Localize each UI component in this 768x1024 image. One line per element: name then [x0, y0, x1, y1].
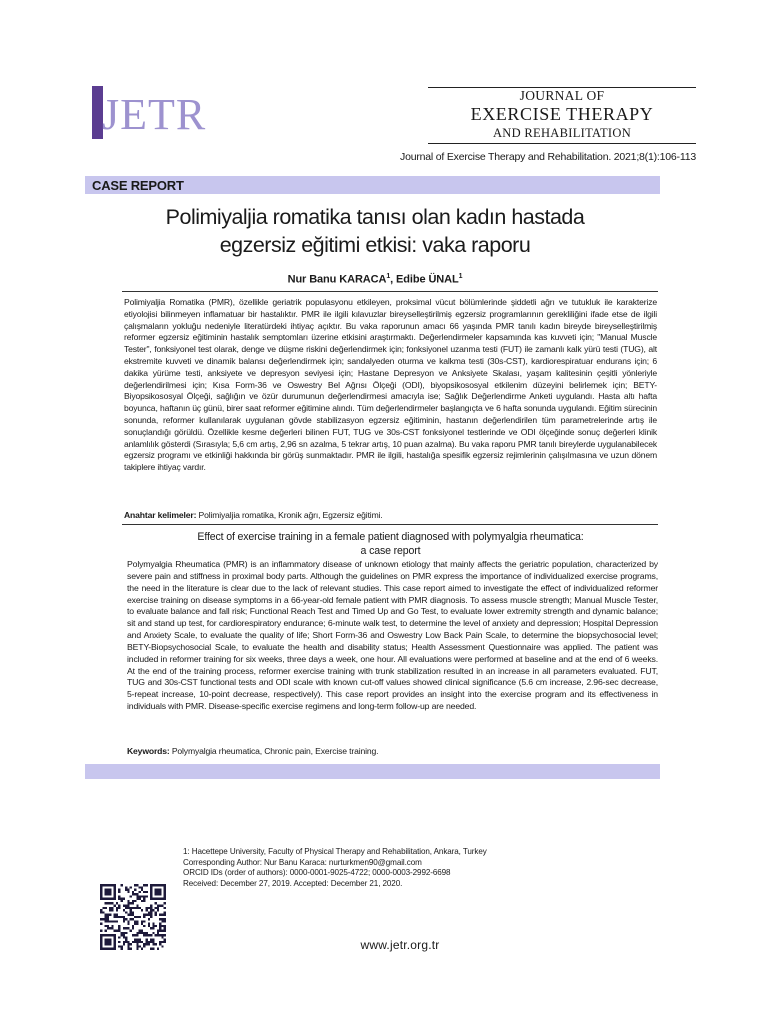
title-tr-line2: egzersiz eğitimi etkisi: vaka raporu	[219, 233, 531, 257]
author-list	[120, 273, 630, 286]
section-band-bottom	[85, 764, 660, 779]
received-accepted-dates: Received: December 27, 2019. Accepted: December 21, 2020.	[183, 878, 403, 888]
journal-name-line3: AND REHABILITATION	[492, 126, 632, 140]
keywords-tr-label: Anahtar kelimeler:	[124, 510, 197, 520]
author-separator: ,	[390, 273, 397, 286]
keywords-en	[127, 746, 378, 756]
jetr-logo-mark	[88, 84, 233, 142]
keywords-en-label: Keywords:	[127, 746, 170, 756]
affiliation-note: 1: Hacettepe University, Faculty of Physical Therapy and Rehabilitation, Ankara, Turkey	[183, 847, 487, 856]
article-title-tr	[95, 203, 655, 259]
author-name: Edibe ÜNAL	[396, 273, 459, 286]
footnotes	[183, 847, 583, 889]
article-title-en	[124, 530, 657, 558]
citation-line: Journal of Exercise Therapy and Rehabilitation. 2021;8(1):106-113	[400, 151, 696, 163]
qr-code-icon[interactable]	[98, 884, 168, 950]
affiliation-mark: 1	[458, 273, 463, 280]
orcid-ids: ORCID IDs (order of authors): 0000-0001-9025-4722; 0000-0003-2992-6698	[183, 868, 451, 878]
keywords-en-text: Polymyalgia rheumatica, Chronic pain, Exercise training.	[169, 746, 379, 756]
abstract-rule	[122, 291, 658, 292]
section-label: CASE REPORT	[92, 178, 184, 193]
keywords-tr-text: Polimiyaljia romatika, Kronik ağrı, Egzersiz eğitimi.	[196, 510, 383, 520]
journal-website[interactable]: www.jetr.org.tr	[360, 938, 440, 952]
qr-code-graphic	[98, 884, 168, 950]
masthead-rule-bottom	[428, 143, 696, 144]
journal-logo	[88, 84, 233, 142]
affiliation-mark: 1	[386, 273, 391, 280]
journal-name-line2: EXERCISE THERAPY	[470, 104, 654, 124]
title-tr-line1: Polimiyaljia romatika tanısı olan kadın hastada	[165, 205, 585, 229]
abstract-tr: Polimiyaljia Romatika (PMR), özellikle geriatrik populasyonu etkileyen, proksimal vücut bölümlerinde şiddetli ağrı ve tutukluk ile karakterize etiyolojisi bilinmeyen inflamatuar bir hastalıktır. PMR ile ilgili kılavuzlar bireyselleştirilmiş egzersiz programlarının gerekliliğini ifade etse de ilgili çalışmaların yokluğu nedeniyle literatürdeki ihtiyaç açıktır. Bu vaka raporunun amacı 66 yaşında PMR tanılı kadın bireyde bireyselleştirilmiş reformer egzersiz eğitiminin hastalık semptomları üzerine etkisini araştırmaktı. Değerlendirmeler kapsamında kas kuvveti için; "Manual Muscle Tester", fonksiyonel test olarak, denge ve düşme riskini değerlendirmek için; fonksiyonel uzanma testi (FUT) ile zamanlı kalk yürü testi (TUG), alt ekstremite kuvveti ve dinamik balansı değerlendirmek için; sandalyeden oturma ve kalkma testi (30s-CST), kardiorespiratuar endurans için; 6 dakika yürüme testi, anksiyete ve depresyon seviyesi için; Hastane Depresyon ve Anksiyete Skalası, yaşam kalitesinin çeşitli yönleriyle değerlendirilmesi için; Kısa Form-36 ve Oswestry Bel Ağrısı Ölçeği (ODI), biyopsikososyal etkilenim düzeyini belirlemek için; BETY-Biyopsikososyal Ölçeği, sağlığın ve özür durumunun değerlendirmesi amacıyla ise; Sağlık Değerlendirme Anketi uygulandı. Hasta altı hafta boyunca, haftanın üç günü, birer saat reformer eğitimine alındı. Tüm değerlendirmeler başlangıçta ve 6 hafta sonunda uygulandı. Eğitim sürecinin sonunda, reformer kullanılarak uygulanan gövde stabilizasyon egzersiz eğitiminin, hastanın değerlendirilen tüm parametrelerinde artış ile sonuçlandığı görüldü. Özellikle kesme değerleri bilinen FUT, TUG ve 30s-CST fonksiyonel testlerinde ve ODI ölçeğinde sonuç değerleri klinik anlamlılık gösterdi (Sırasıyla; 5,6 cm artış, 2,96 sn azalma, 5 tekrar artış, 10 puan azalma). Bu vaka raporu PMR tanılı bireylerde uygulanabilecek egzersiz programı ve etkinliği hakkında bir görüş sunmaktadır. PMR ile ilgili, hastalığa spesifik egzersiz rejimlerinin çalışılmasına ve uzun dönem takiplere ihtiyaç vardır.	[124, 297, 657, 473]
title-en-line2: a case report	[360, 545, 421, 557]
title-en-line1: Effect of exercise training in a female patient diagnosed with polymyalgia rheumatica:	[197, 531, 584, 543]
svg-text:JETR: JETR	[102, 90, 207, 139]
keywords-tr	[124, 510, 383, 520]
abstract-en: Polymyalgia Rheumatica (PMR) is an inflammatory disease of unknown etiology that mainly affects the geriatric population, characterized by severe pain and stiffness in proximal body parts. Although the guidelines on PMR express the importance of individualized exercise programs, the need in the literature is clear due to the lack of relevant studies. This case report aimed to investigate the effect of individualized reformer exercise training on disease symptoms in a 66-year-old female patient with PMR diagnosis. To assess muscle strength; Manual Muscle Tester, to evaluate balance and fall risk; Functional Reach Test and Timed Up and Go Test, to evaluate lower extremity strength and dynamic balance; sit and stand up test, for cardiorespiratory endurance; 6-minute walk test, to determine the level of anxiety and depression; Hospital Depression and Anxiety Scale, to evaluate the quality of life; Short Form-36 and Oswestry Low Back Pain Scale, to determine the biopsychosocial level; BETY-Biopsychosocial Scale, to evaluate the health and disability status; Health Assessment Questionnaire was applied. The patient was included in reformer training for six weeks, three days a week, one hour. All evaluations were performed at baseline and at the end of 6 weeks. At the end of the training process, reformer exercise training with trunk stabilization resulted in an increase in all parameters evaluated. FUT, TUG and 30s-CST functional tests and ODI scale with known cut-off values showed clinical significance (5.6 cm increase, 2.96-sec decrease, 5-repeat increase, 10-point decrease, respectively). This case report provides an insight into the exercise program and its effectiveness in individuals with PMR. Disease-specific exercise regimens and long-term follow-up are needed.	[127, 559, 658, 712]
abstract-rule	[122, 524, 658, 525]
corresponding-author: Corresponding Author: Nur Banu Karaca: nurturkmen90@gmail.com	[183, 857, 422, 867]
author-name: Nur Banu KARACA	[287, 273, 387, 286]
journal-name-block	[428, 89, 696, 140]
journal-name-line1: JOURNAL OF	[519, 88, 605, 103]
